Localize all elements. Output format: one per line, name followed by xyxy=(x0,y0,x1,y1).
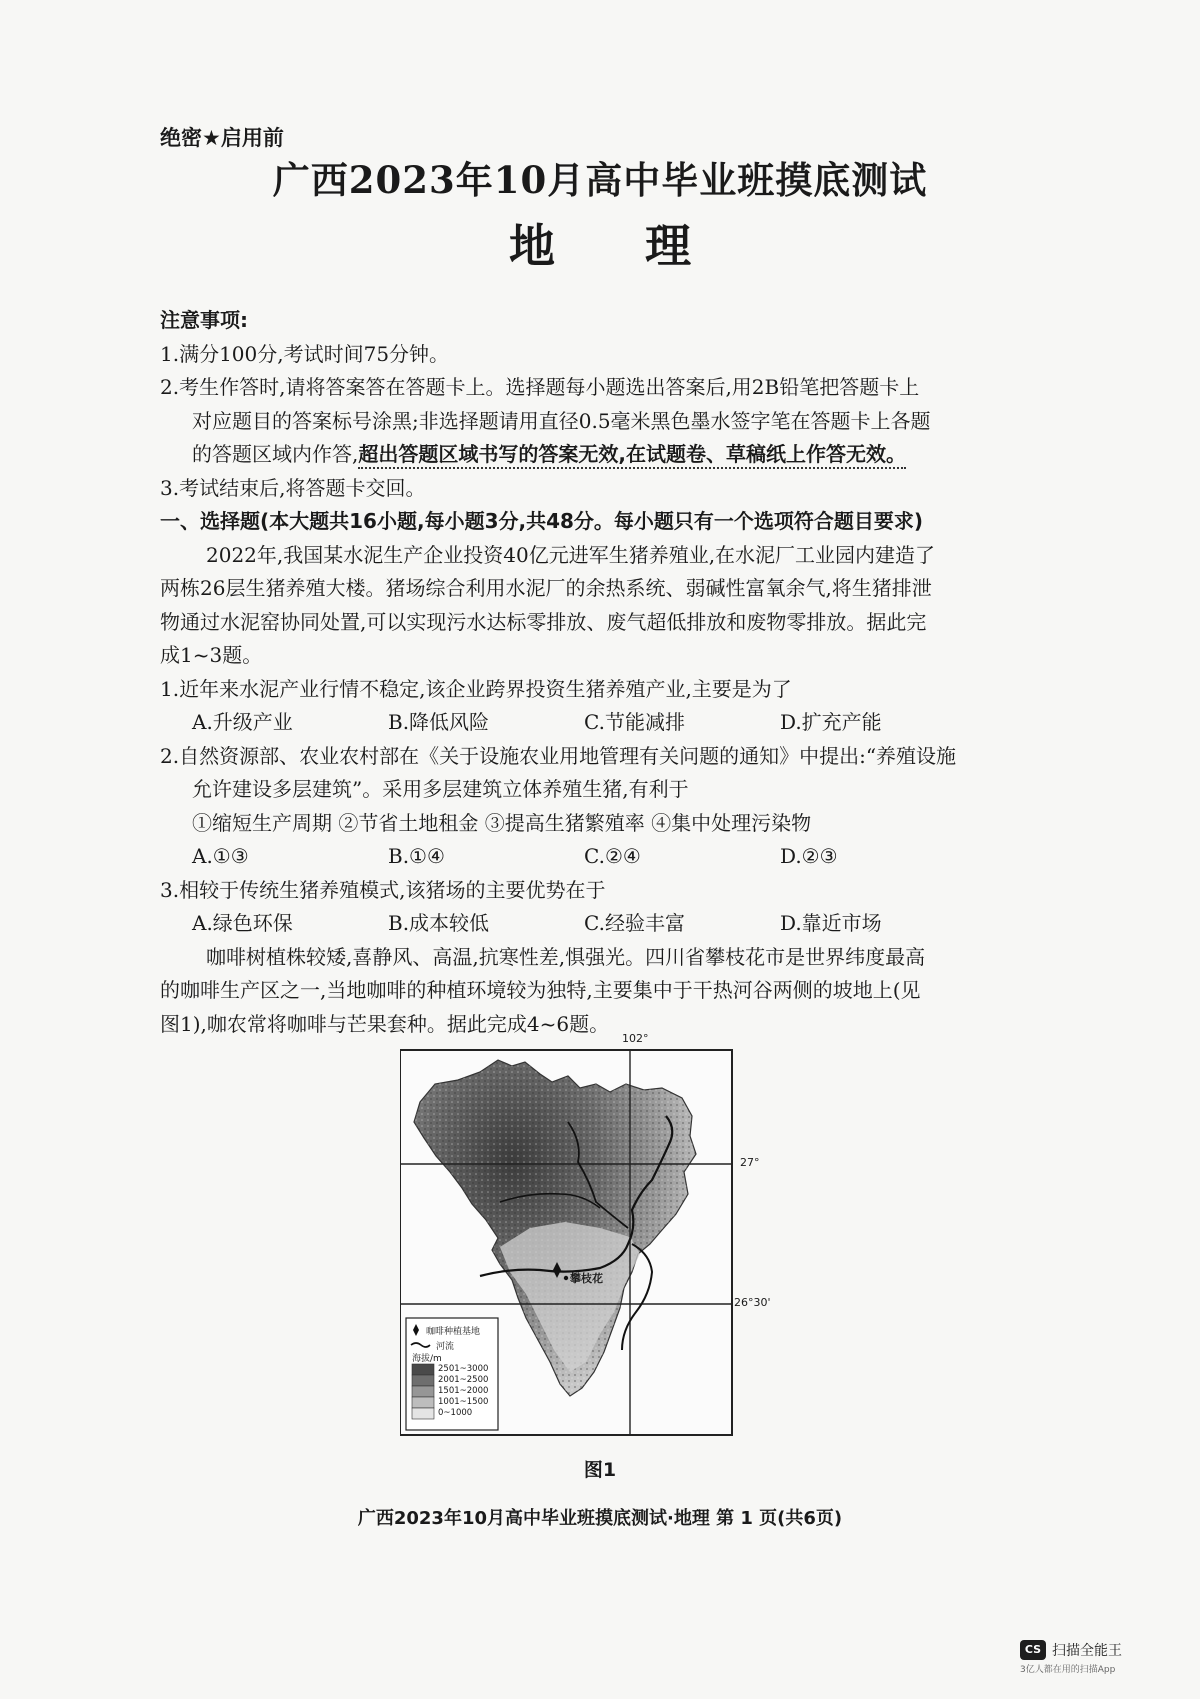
legend-range-5: 0~1000 xyxy=(438,1408,473,1418)
city-label: 攀枝花 xyxy=(570,1272,603,1285)
legend-swatch-3 xyxy=(412,1386,434,1397)
q3-option-d: D.靠近市场 xyxy=(780,911,882,935)
q2-stem: 2.自然资源部、农业农村部在《关于设施农业用地管理有关问题的通知》中提出:“养殖设施 xyxy=(160,743,957,768)
q1-stem: 1.近年来水泥产业行情不稳定,该企业跨界投资生猪养殖产业,主要是为了 xyxy=(160,676,792,701)
exam-body xyxy=(160,304,1060,1041)
watermark-tagline: 3亿人都在用的扫描App xyxy=(1020,1665,1116,1675)
note-item-3: 3.考试结束后,将答题卡交回。 xyxy=(160,475,426,500)
legend-swatch-2 xyxy=(412,1375,434,1386)
q3-option-c: C.经验丰富 xyxy=(584,911,685,935)
legend-ranges xyxy=(438,1364,488,1419)
q1-option-d: D.扩充产能 xyxy=(780,710,882,734)
watermark-name: 扫描全能王 xyxy=(1052,1643,1122,1659)
legend-range-1: 2501~3000 xyxy=(438,1364,489,1374)
lat-label-26-30: 26°30' xyxy=(734,1296,771,1309)
legend-range-3: 1501~2000 xyxy=(438,1386,489,1396)
q3-option-a: A.绿色环保 xyxy=(192,911,293,935)
q1-options xyxy=(160,706,1060,740)
lat-label-27: 27° xyxy=(740,1156,760,1169)
exam-title: 广西2023年10月高中毕业班摸底测试 xyxy=(272,158,928,202)
legend-swatch-5 xyxy=(412,1408,434,1419)
legend-coffee-label: 咖啡种植基地 xyxy=(426,1327,481,1337)
note-item-2: 2.考生作答时,请将答案答在答题卡上。选择题每小题选出答案后,用2B铅笔把答题卡上 xyxy=(160,375,920,399)
section1-heading: 一、选择题(本大题共16小题,每小题3分,共48分。每小题只有一个选项符合题目要求) xyxy=(160,509,924,533)
q2-option-d: D.②③ xyxy=(780,844,838,868)
q2-statements: ①缩短生产周期 ②节省土地租金 ③提高生猪繁殖率 ④集中处理污染物 xyxy=(192,810,812,835)
lon-label: 102° xyxy=(622,1032,649,1045)
passage1-line: 成1~3题。 xyxy=(160,643,263,667)
subject-title: 地理 xyxy=(509,219,781,273)
figure-1-map xyxy=(400,1032,770,1446)
city-dot xyxy=(564,1276,568,1280)
page-footer: 广西2023年10月高中毕业班摸底测试·地理 第 1 页(共6页) xyxy=(357,1508,843,1529)
note-item-2-cont2 xyxy=(160,438,1060,472)
q2-stem-cont: 允许建设多层建筑”。采用多层建筑立体养殖生猪,有利于 xyxy=(192,777,689,801)
legend-range-2: 2001~2500 xyxy=(438,1375,489,1385)
note-emphasis: 超出答题区域书写的答案无效,在试题卷、草稿纸上作答无效。 xyxy=(358,442,906,469)
notes-heading: 注意事项: xyxy=(160,308,248,332)
watermark-row xyxy=(1020,1640,1180,1660)
legend-river-label: 河流 xyxy=(436,1342,455,1352)
q2-options xyxy=(160,840,1060,874)
passage2-line: 图1),咖农常将咖啡与芒果套种。据此完成4~6题。 xyxy=(160,1011,610,1036)
passage2-line: 咖啡树植株较矮,喜静风、高温,抗寒性差,惧强光。四川省攀枝花市是世界纬度最高 xyxy=(206,944,926,969)
scanner-watermark xyxy=(1020,1640,1180,1675)
secret-label: 绝密★启用前 xyxy=(160,126,284,150)
note-text: 的答题区域内作答, xyxy=(192,442,359,466)
q1-option-a: A.升级产业 xyxy=(192,710,293,734)
q1-option-c: C.节能减排 xyxy=(584,710,685,734)
figure-caption: 图1 xyxy=(583,1459,617,1481)
note-item-2-cont: 对应题目的答案标号涂黑;非选择题请用直径0.5毫米黑色墨水签字笔在答题卡上各题 xyxy=(192,408,931,433)
passage1-line: 2022年,我国某水泥生产企业投资40亿元进军生猪养殖业,在水泥厂工业园内建造了 xyxy=(206,542,936,567)
q1-option-b: B.降低风险 xyxy=(388,710,490,734)
legend-swatch-4 xyxy=(412,1397,434,1408)
q3-options xyxy=(160,907,1060,941)
passage1-line: 物通过水泥窑协同处置,可以实现污水达标零排放、废气超低排放和废物零排放。据此完 xyxy=(160,609,927,634)
q2-option-a: A.①③ xyxy=(192,844,249,868)
q2-option-c: C.②④ xyxy=(584,844,641,868)
passage2-line: 的咖啡生产区之一,当地咖啡的种植环境较为独特,主要集中于干热河谷两侧的坡地上(见 xyxy=(160,978,921,1002)
legend-range-4: 1001~1500 xyxy=(438,1397,489,1407)
legend-elevation-title: 海拔/m xyxy=(412,1354,442,1364)
q3-option-b: B.成本较低 xyxy=(388,911,490,935)
note-item-1: 1.满分100分,考试时间75分钟。 xyxy=(160,341,450,366)
q2-option-b: B.①④ xyxy=(388,844,445,868)
legend-swatch-1 xyxy=(412,1364,434,1375)
camscanner-logo-icon: CS xyxy=(1020,1640,1046,1660)
q3-stem: 3.相较于传统生猪养殖模式,该猪场的主要优势在于 xyxy=(160,877,606,902)
passage1-line: 两栋26层生猪养殖大楼。猪场综合利用水泥厂的余热系统、弱碱性富氧余气,将生猪排泄 xyxy=(160,576,932,600)
